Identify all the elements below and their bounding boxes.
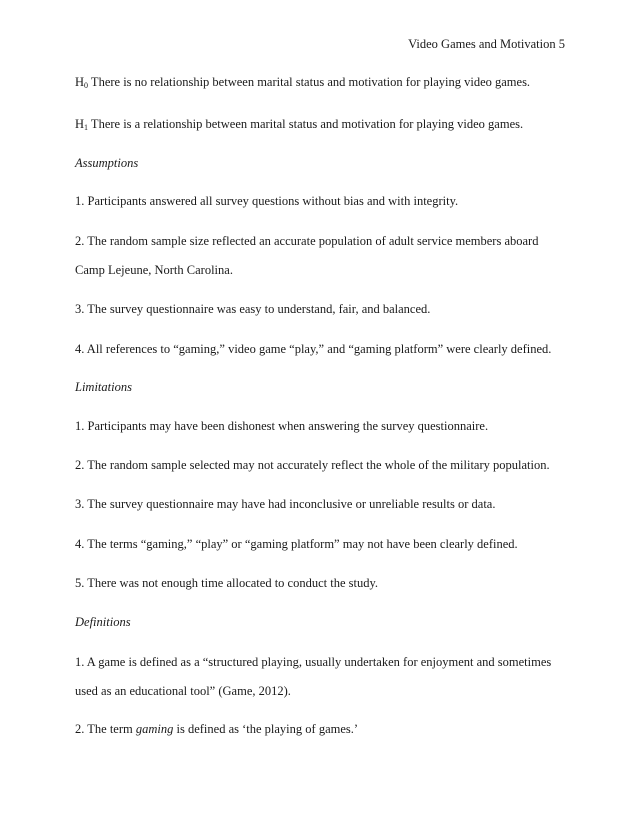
h0-letter: H xyxy=(75,75,85,89)
limitation-item: 3. The survey questionnaire may have had inconclusive or unreliable results or data. xyxy=(75,497,496,511)
assumption-item: 2. The random sample size reflected an accurate population of adult service members aboard xyxy=(75,234,539,248)
h1-letter: H xyxy=(75,117,85,131)
assumption-item: 4. All references to “gaming,” video game “play,” and “gaming platform” were clearly defined. xyxy=(75,342,552,356)
h0-text: There is no relationship between marital status and motivation for playing video games. xyxy=(88,75,531,89)
definitions-heading: Definitions xyxy=(75,615,131,629)
definition-item xyxy=(75,721,358,737)
h0-subscript: 0 xyxy=(84,81,89,90)
assumption-item: 1. Participants answered all survey questions without bias and with integrity. xyxy=(75,194,459,208)
limitation-item: 1. Participants may have been dishonest when answering the survey questionnaire. xyxy=(75,419,489,433)
assumption-item: 3. The survey questionnaire was easy to understand, fair, and balanced. xyxy=(75,302,431,316)
h1-subscript: 1 xyxy=(84,123,89,132)
definition-item: 1. A game is defined as a “structured playing, usually undertaken for enjoyment and sometimes xyxy=(75,655,552,669)
definition-2-suffix: is defined as ‘the playing of games.’ xyxy=(173,722,359,736)
definition-2-term: gaming xyxy=(135,722,174,736)
limitation-item: 4. The terms “gaming,” “play” or “gaming platform” may not have been clearly defined. xyxy=(75,537,518,551)
limitation-item: 2. The random sample selected may not accurately reflect the whole of the military population. xyxy=(75,458,550,472)
definition-item-continuation: used as an educational tool” (Game, 2012). xyxy=(75,684,291,698)
limitation-item: 5. There was not enough time allocated to conduct the study. xyxy=(75,576,379,590)
hypothesis-h1 xyxy=(75,116,523,132)
assumption-item-continuation: Camp Lejeune, North Carolina. xyxy=(75,263,233,277)
limitations-heading: Limitations xyxy=(75,380,132,394)
h1-text: There is a relationship between marital status and motivation for playing video games. xyxy=(88,117,524,131)
assumptions-heading: Assumptions xyxy=(75,156,139,170)
running-head: Video Games and Motivation 5 xyxy=(408,37,565,51)
hypothesis-h0 xyxy=(75,74,530,90)
definition-2-prefix: 2. The term xyxy=(75,722,136,736)
